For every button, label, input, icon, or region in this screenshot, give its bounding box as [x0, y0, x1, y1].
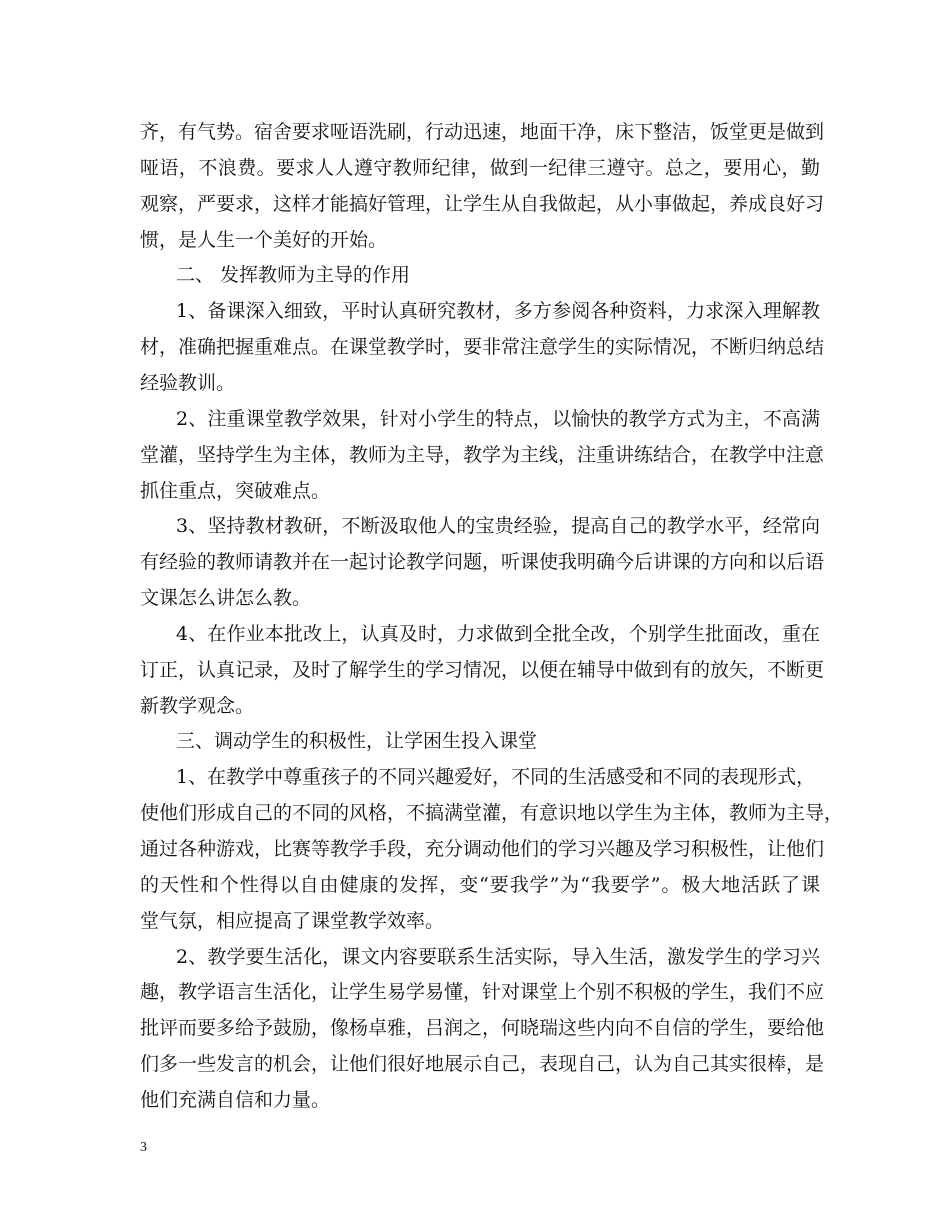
text-line: 观察，严要求，这样才能搞好管理，让学生从自我做起，从小事做起，养成良好习 [140, 193, 825, 215]
text-line: 经验教训。 [140, 372, 236, 394]
text-line: 堂灌，坚持学生为主体，教师为主导，教学为主线，注重讲练结合，在教学中注意 [140, 444, 825, 466]
text-line: 订正，认真记录，及时了解学生的学习情况，以便在辅导中做到有的放矢，不断更 [140, 659, 825, 681]
text-line: 有经验的教师请教并在一起讨论教学问题，听课使我明确今后讲课的方向和以后语 [140, 551, 825, 573]
text-line: 抓住重点，突破难点。 [140, 480, 331, 502]
text-line: 批评而要多给予鼓励，像杨卓雅，吕润之，何晓瑞这些内向不自信的学生，要给他 [140, 1017, 825, 1039]
text-line: 2、教学要生活化，课文内容要联系生活实际，导入生活，激发学生的学习兴 [176, 946, 820, 968]
text-line: 使他们形成自己的不同的风格，不搞满堂灌，有意识地以学生为主体，教师为主导， [140, 802, 844, 824]
text-line: 文课怎么讲怎么教。 [140, 587, 312, 609]
text-line: 4、在作业本批改上，认真及时，力求做到全批全改，个别学生批面改，重在 [176, 623, 820, 645]
text-line: 2、注重课堂教学效果，针对小学生的特点，以愉快的教学方式为主，不高满 [176, 408, 820, 430]
section-heading: 三、调动学生的积极性，让学困生投入课堂 [176, 730, 538, 752]
text-line: 惯，是人生一个美好的开始。 [140, 229, 388, 251]
text-line: 们多一些发言的机会，让他们很好地展示自己，表现自己，认为自己其实很棒，是 [140, 1053, 825, 1075]
text-line: 3、坚持教材教研，不断汲取他人的宝贵经验，提高自己的教学水平，经常向 [176, 515, 820, 537]
text-line: 趣，教学语言生活化，让学生易学易懂，针对课堂上个别不积极的学生，我们不应 [140, 981, 825, 1003]
text-line: 通过各种游戏，比赛等教学手段，充分调动他们的学习兴趣及学习积极性，让他们 [140, 838, 825, 860]
section-heading: 二、 发挥教师为主导的作用 [176, 264, 411, 286]
text-line: 1、备课深入细致，平时认真研究教材，多方参阅各种资料，力求深入理解教 [176, 300, 820, 322]
text-line: 堂气氛，相应提高了课堂教学效率。 [140, 910, 445, 932]
text-line: 材，准确把握重难点。在课堂教学时，要非常注意学生的实际情况，不断归纳总结 [140, 336, 825, 358]
text-line: 的天性和个性得以自由健康的发挥，变“要我学”为“我要学”。极大地活跃了课 [140, 874, 820, 896]
text-line: 他们充满自信和力量。 [140, 1089, 331, 1111]
page-number: 3 [140, 1140, 147, 1155]
text-line: 齐，有气势。宿舍要求哑语洗刷，行动迅速，地面干净，床下整洁，饭堂更是做到 [140, 121, 825, 143]
text-line: 1、在教学中尊重孩子的不同兴趣爱好，不同的生活感受和不同的表现形式， [176, 766, 816, 788]
text-line: 新教学观念。 [140, 695, 255, 717]
text-line: 哑语，不浪费。要求人人遵守教师纪律，做到一纪律三遵守。总之，要用心，勤 [140, 157, 820, 179]
